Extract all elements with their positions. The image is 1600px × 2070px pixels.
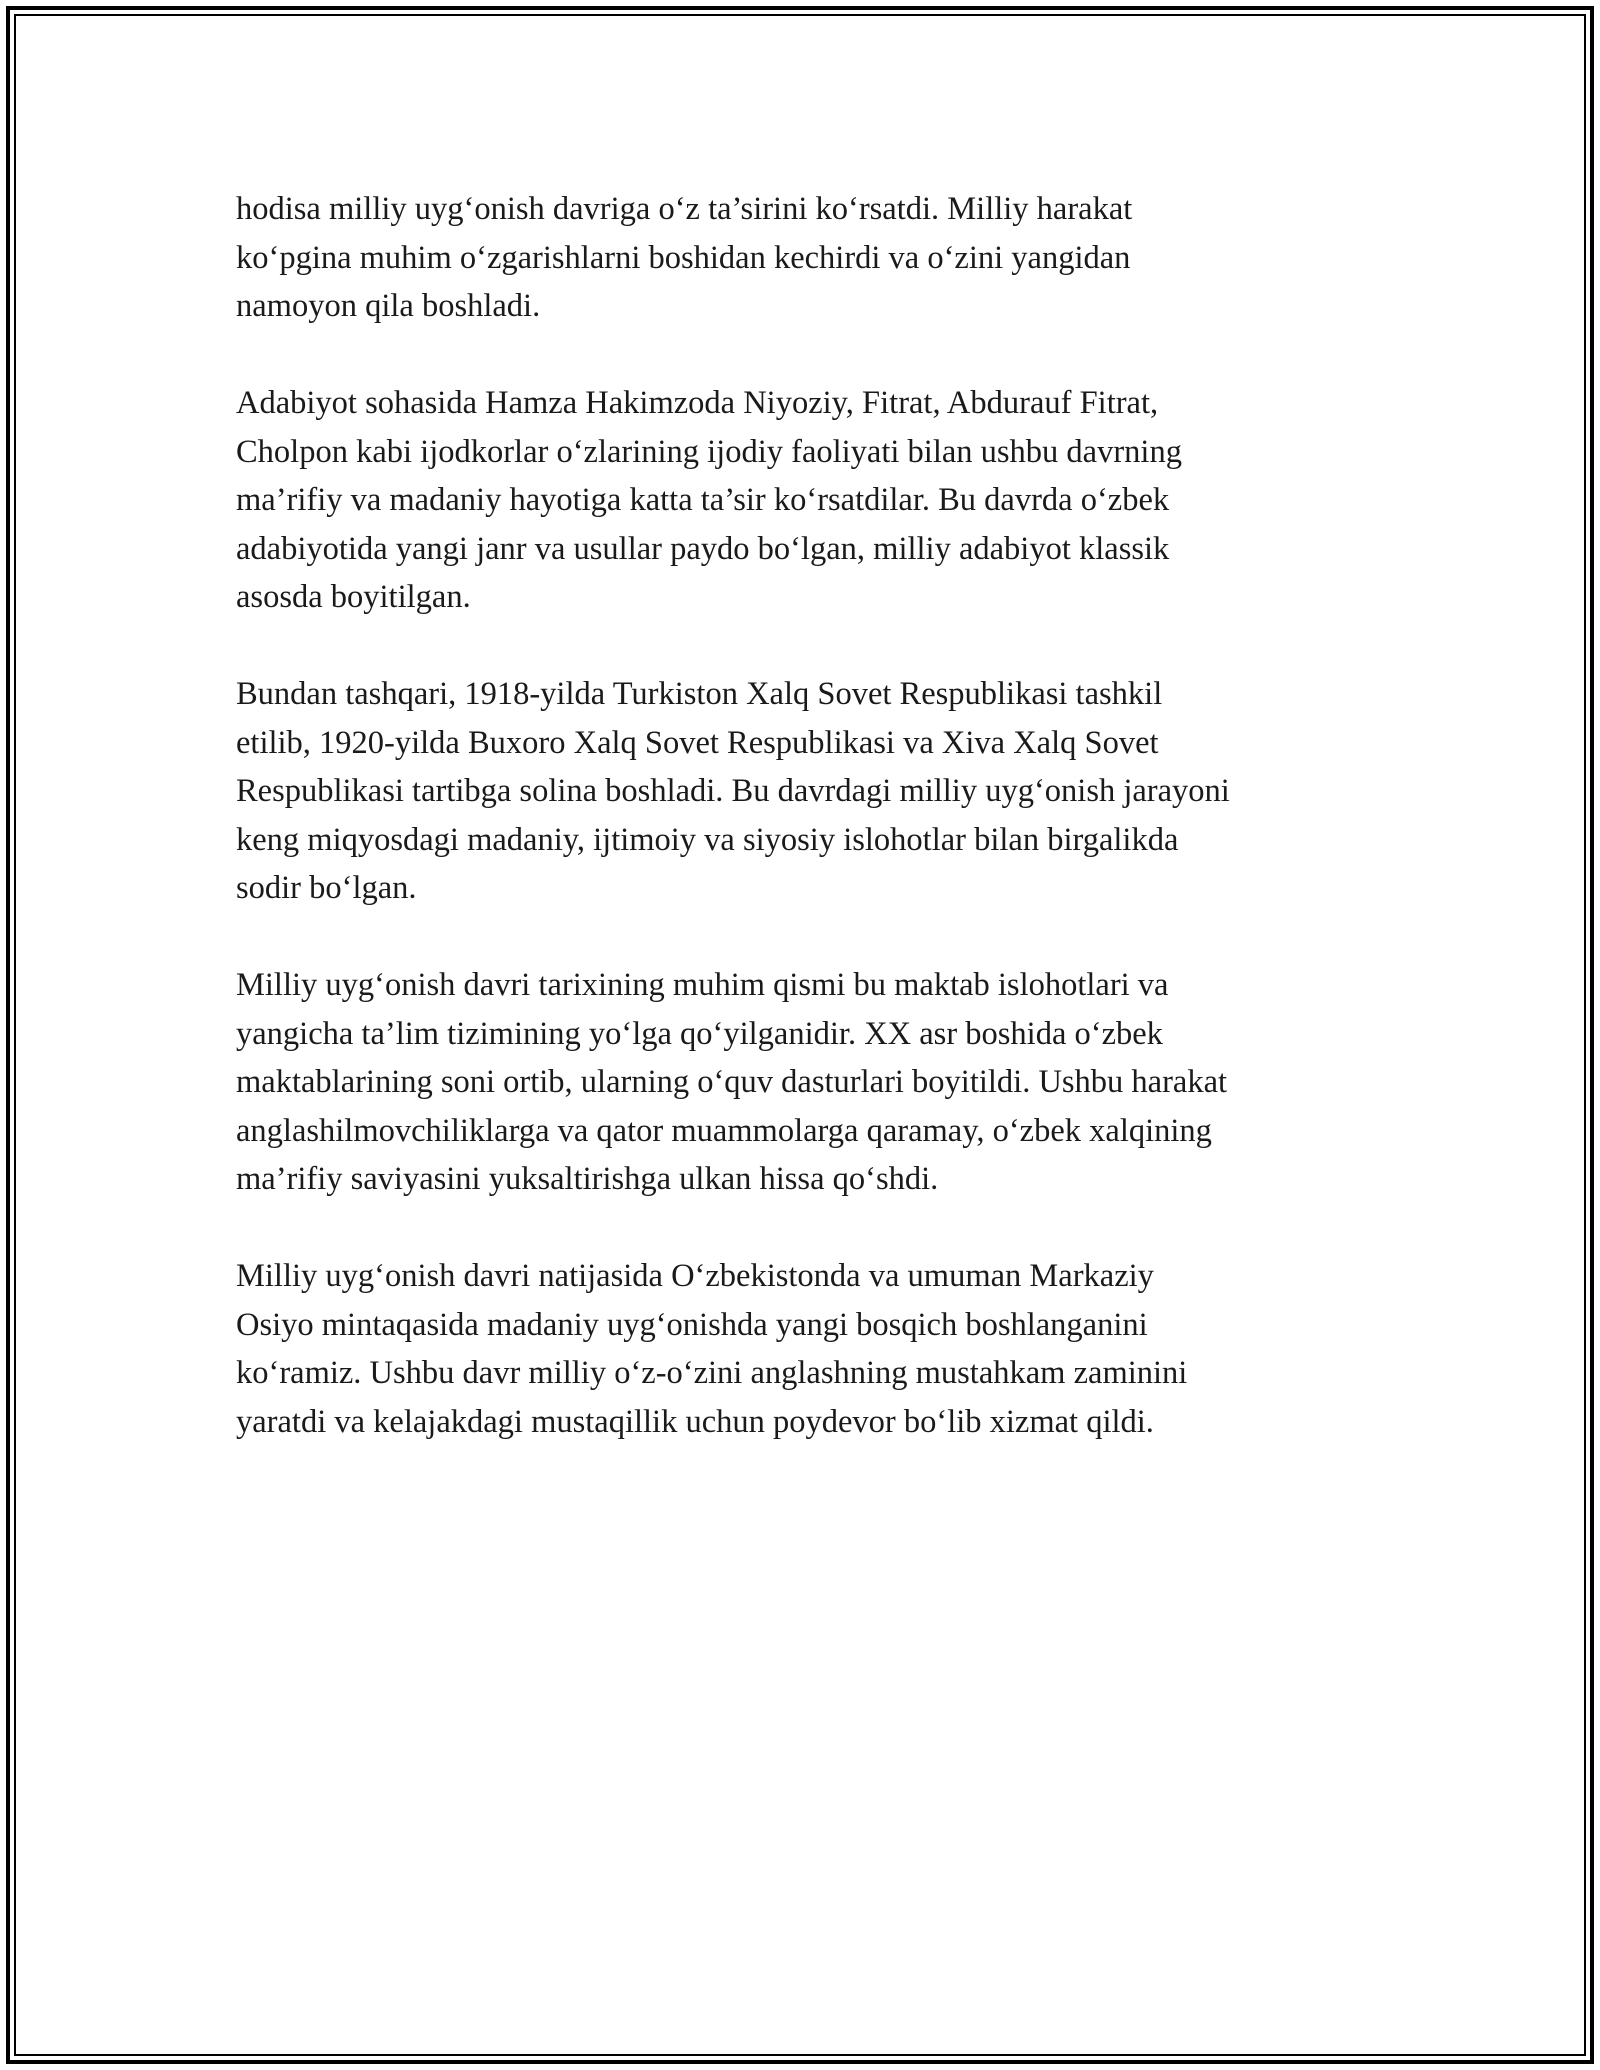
paragraph xyxy=(236,670,1386,913)
text-line: asosda boyitilgan. xyxy=(236,579,471,615)
text-line: Adabiyot sohasida Hamza Hakimzoda Niyoziy, Fitrat, Abdurauf Fitrat, xyxy=(236,385,1159,421)
paragraph xyxy=(236,1252,1386,1446)
text-line: ma’rifiy saviyasini yuksaltirishga ulkan hissa qo‘shdi. xyxy=(236,1161,939,1197)
text-line: ma’rifiy va madaniy hayotiga katta ta’sir ko‘rsatdilar. Bu davrda o‘zbek xyxy=(236,482,1170,518)
text-line: sodir bo‘lgan. xyxy=(236,870,417,906)
text-line: namoyon qila boshladi. xyxy=(236,288,541,324)
paragraph xyxy=(236,185,1386,331)
text-line: ko‘pgina muhim o‘zgarishlarni boshidan kechirdi va o‘zini yangidan xyxy=(236,239,1131,276)
paragraph xyxy=(236,961,1386,1204)
text-line: yangicha ta’lim tizimining yo‘lga qo‘yilganidir. XX asr boshida o‘zbek xyxy=(236,1015,1163,1052)
text-line: adabiyotida yangi janr va usullar paydo bo‘lgan, milliy adabiyot klassik xyxy=(236,530,1170,567)
text-line: Cholpon kabi ijodkorlar o‘zlarining ijodiy faoliyati bilan ushbu davrning xyxy=(236,433,1182,470)
text-line: keng miqyosdagi madaniy, ijtimoiy va siyosiy islohotlar bilan birgalikda xyxy=(236,821,1179,858)
text-line: yaratdi va kelajakdagi mustaqillik uchun poydevor bo‘lib xizmat qildi. xyxy=(236,1403,1154,1440)
text-line: anglashilmovchiliklarga va qator muammolarga qaramay, o‘zbek xalqining xyxy=(236,1112,1212,1149)
text-line: Bundan tashqari, 1918-yilda Turkiston Xalq Sovet Respublikasi tashkil xyxy=(236,676,1163,712)
text-line: etilib, 1920-yilda Buxoro Xalq Sovet Respublikasi va Xiva Xalq Sovet xyxy=(236,724,1159,761)
paragraph xyxy=(236,379,1386,622)
text-line: Osiyo mintaqasida madaniy uyg‘onishda yangi bosqich boshlanganini xyxy=(236,1306,1148,1343)
text-line: maktablarining soni ortib, ularning o‘quv dasturlari boyitildi. Ushbu harakat xyxy=(236,1064,1228,1100)
text-line: Respublikasi tartibga solina boshladi. Bu davrdagi milliy uyg‘onish jarayoni xyxy=(236,773,1230,809)
text-line: Milliy uyg‘onish davri tarixining muhim qismi bu maktab islohotlari va xyxy=(236,967,1169,1003)
text-line: hodisa milliy uyg‘onish davriga o‘z ta’sirini ko‘rsatdi. Milliy harakat xyxy=(236,191,1133,227)
text-line: ko‘ramiz. Ushbu davr milliy o‘z-o‘zini anglashning mustahkam zaminini xyxy=(236,1355,1188,1391)
text-line: Milliy uyg‘onish davri natijasida O‘zbekistonda va umuman Markaziy xyxy=(236,1258,1154,1294)
document-body xyxy=(236,185,1386,1495)
